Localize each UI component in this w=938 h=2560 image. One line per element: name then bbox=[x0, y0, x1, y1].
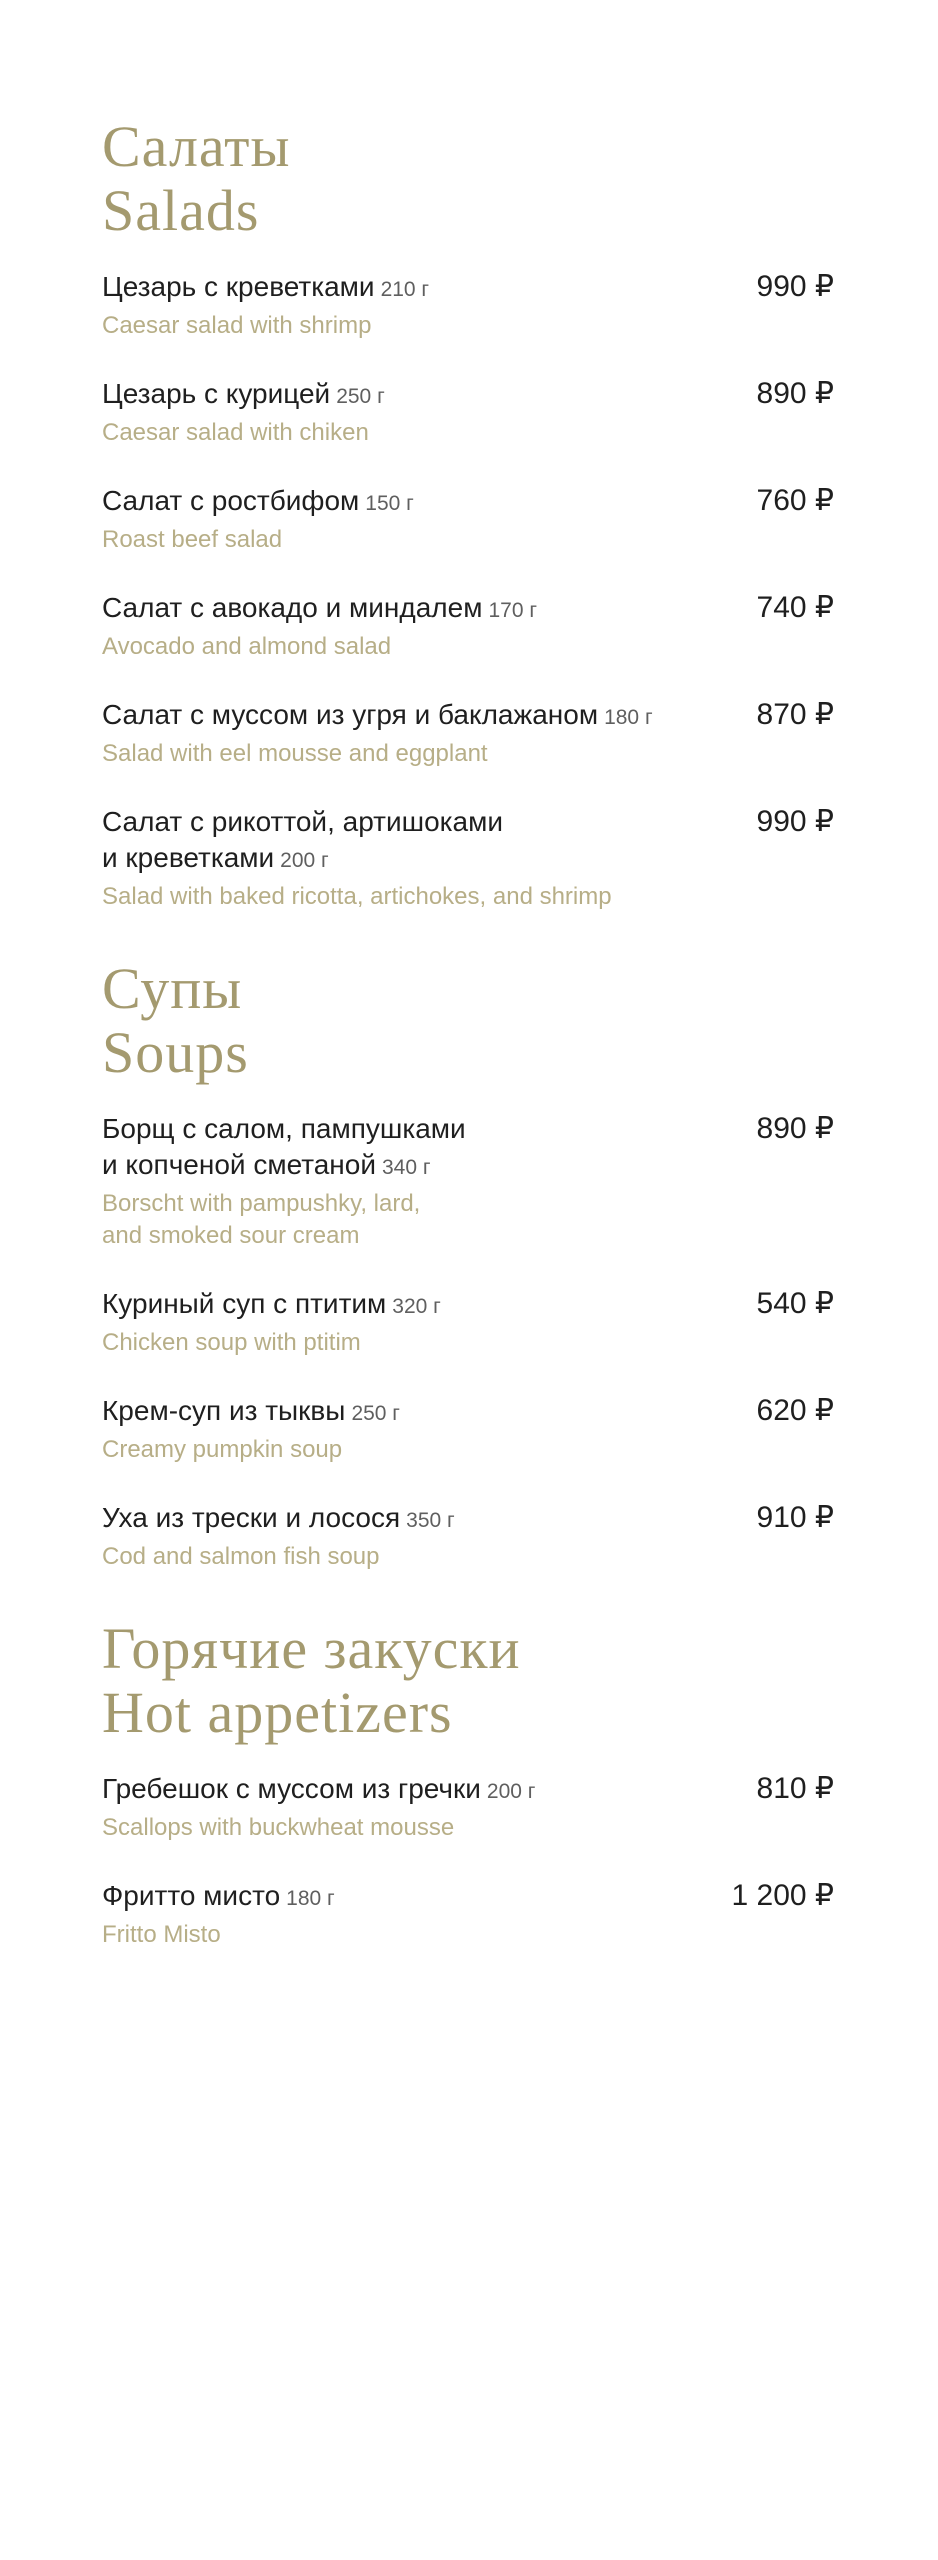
item-name-en: Avocado and almond salad bbox=[102, 633, 392, 660]
section-title bbox=[102, 115, 834, 243]
section-title bbox=[102, 1617, 834, 1745]
item-price: 990 ₽ bbox=[756, 805, 834, 838]
section-soups bbox=[102, 957, 834, 1573]
item-name-en-line2: and smoked sour cream bbox=[102, 1222, 360, 1249]
item-name-ru-line2: и креветками bbox=[102, 842, 275, 873]
item-price: 1 200 ₽ bbox=[731, 1879, 834, 1912]
menu-item bbox=[102, 1878, 834, 1951]
menu-item bbox=[102, 1111, 834, 1252]
menu-page bbox=[102, 115, 834, 1995]
item-name-en: Chicken soup with ptitim bbox=[102, 1329, 361, 1356]
section-title-ru: Горячие закуски bbox=[102, 1616, 521, 1681]
menu-item bbox=[102, 483, 834, 556]
item-weight: 150 г bbox=[365, 492, 414, 515]
item-weight: 200 г bbox=[486, 1780, 536, 1803]
item-name-en: Cod and salmon fish soup bbox=[102, 1543, 380, 1570]
item-name-en-line1: Borscht with pampushky, lard, bbox=[102, 1190, 421, 1217]
item-price: 890 ₽ bbox=[756, 377, 834, 410]
item-name-en: Salad with baked ricotta, artichokes, and shrimp bbox=[102, 883, 612, 910]
item-name-en: Scallops with buckwheat mousse bbox=[102, 1814, 455, 1841]
section-title-ru: Супы bbox=[102, 956, 243, 1021]
item-name-ru: Крем-суп из тыквы bbox=[102, 1395, 346, 1426]
section-title-ru: Салаты bbox=[102, 114, 291, 179]
item-name-ru-line1: Борщ с салом, пампушками bbox=[102, 1113, 466, 1144]
item-price: 910 ₽ bbox=[756, 1501, 834, 1534]
item-weight: 200 г bbox=[280, 849, 329, 872]
menu-item bbox=[102, 1500, 834, 1573]
item-name-ru: Фритто мисто bbox=[102, 1880, 281, 1911]
section-salads bbox=[102, 115, 834, 913]
item-price: 890 ₽ bbox=[756, 1112, 834, 1145]
item-name-ru: Цезарь с курицей bbox=[102, 378, 331, 409]
item-name-en: Salad with eel mousse and eggplant bbox=[102, 740, 488, 767]
item-name-en: Caesar salad with shrimp bbox=[102, 312, 372, 339]
menu-item bbox=[102, 590, 834, 663]
section-title bbox=[102, 957, 834, 1085]
item-price: 620 ₽ bbox=[756, 1394, 834, 1427]
menu-item bbox=[102, 269, 834, 342]
item-price: 810 ₽ bbox=[756, 1772, 834, 1805]
item-name-ru-line1: Салат с рикоттой, артишоками bbox=[102, 806, 503, 837]
menu-item bbox=[102, 804, 834, 913]
menu-item bbox=[102, 1393, 834, 1466]
item-name-ru: Салат с авокадо и миндалем bbox=[102, 592, 483, 623]
item-name-ru: Салат с муссом из угря и баклажаном bbox=[102, 699, 599, 730]
section-title-en: Hot appetizers bbox=[102, 1680, 453, 1745]
item-weight: 180 г bbox=[286, 1887, 335, 1910]
item-weight: 320 г bbox=[392, 1295, 441, 1318]
item-name-ru: Уха из трески и лосося bbox=[102, 1502, 401, 1533]
item-price: 990 ₽ bbox=[756, 270, 834, 303]
item-name-ru: Куриный суп с птитим bbox=[102, 1288, 387, 1319]
item-weight: 250 г bbox=[336, 385, 385, 408]
item-name-en: Fritto Misto bbox=[102, 1921, 221, 1948]
item-weight: 350 г bbox=[406, 1509, 455, 1532]
item-weight: 250 г bbox=[351, 1402, 400, 1425]
item-name-en: Roast beef salad bbox=[102, 526, 283, 553]
item-price: 870 ₽ bbox=[756, 698, 834, 731]
item-name-ru: Салат с ростбифом bbox=[102, 485, 360, 516]
section-title-en: Salads bbox=[102, 178, 260, 243]
item-weight: 340 г bbox=[381, 1156, 431, 1179]
menu-item bbox=[102, 1286, 834, 1359]
item-weight: 170 г bbox=[488, 599, 538, 622]
section-title-en: Soups bbox=[102, 1020, 249, 1085]
item-name-ru-line2: и копченой сметаной bbox=[102, 1149, 376, 1180]
item-weight: 180 г bbox=[604, 706, 653, 729]
item-price: 740 ₽ bbox=[756, 591, 834, 624]
menu-item bbox=[102, 1771, 834, 1844]
menu-item bbox=[102, 376, 834, 449]
item-name-ru: Гребешок с муссом из гречки bbox=[102, 1773, 481, 1804]
item-name-en: Caesar salad with chiken bbox=[102, 419, 369, 446]
item-name-ru: Цезарь с креветками bbox=[102, 271, 375, 302]
item-name-en: Creamy pumpkin soup bbox=[102, 1436, 343, 1463]
menu-item bbox=[102, 697, 834, 770]
item-price: 760 ₽ bbox=[756, 484, 834, 517]
item-price: 540 ₽ bbox=[756, 1287, 834, 1320]
section-hot-appetizers bbox=[102, 1617, 834, 1951]
item-weight: 210 г bbox=[380, 278, 430, 301]
